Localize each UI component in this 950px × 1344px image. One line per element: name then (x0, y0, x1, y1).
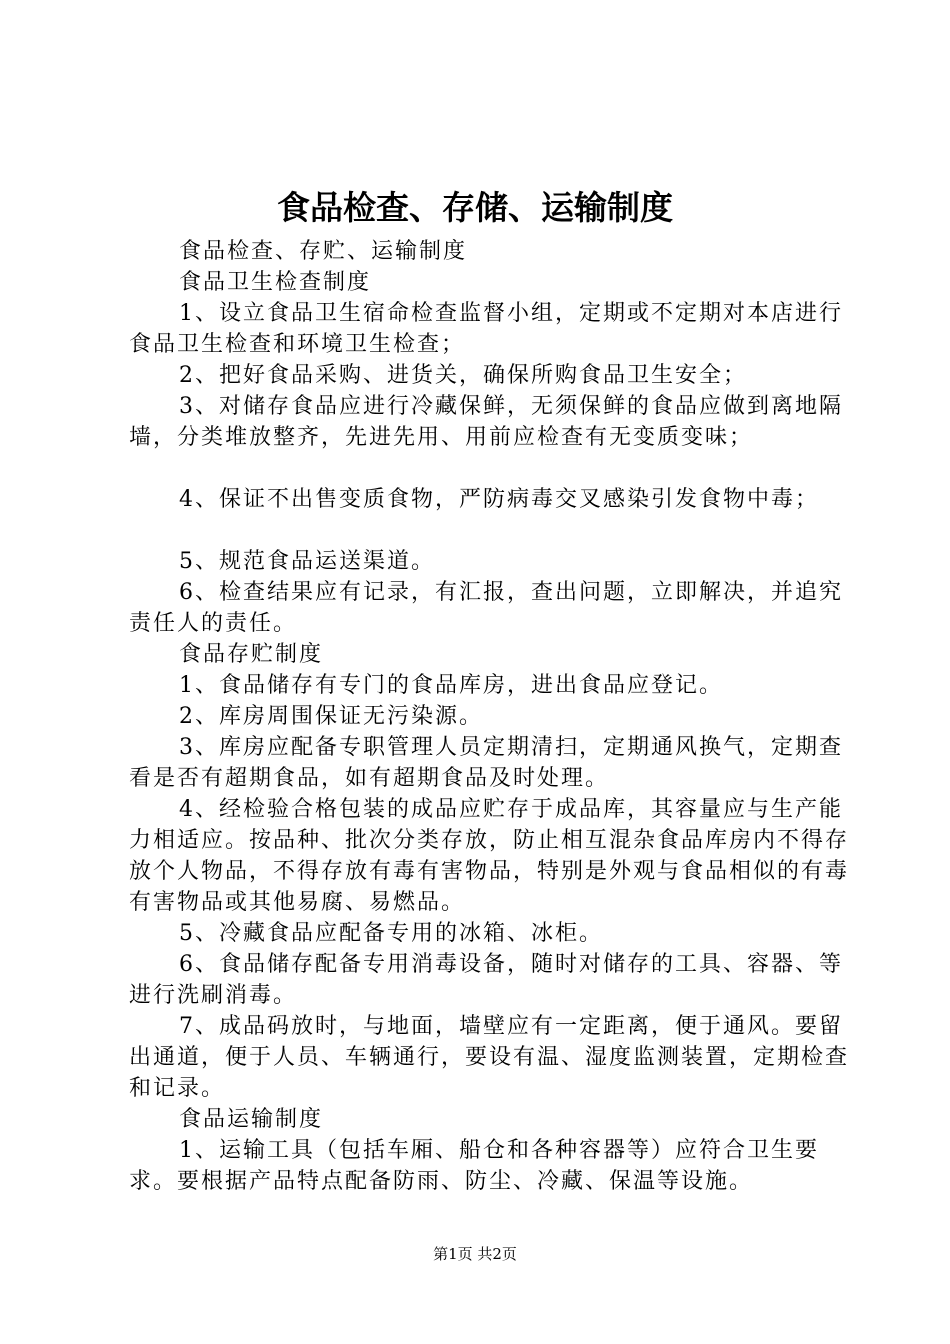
section-heading: 食品卫生检查制度 (179, 270, 372, 295)
paragraph: 1、运输工具（包括车厢、船仓和各种容器等）应符合卫生要求。要根据产品特点配备防雨、防尘、冷藏、保温等设施。 (129, 1138, 819, 1194)
paragraph: 6、食品储存配备专用消毒设备，随时对储存的工具、容器、等进行洗刷消毒。 (129, 952, 843, 1008)
paragraph: 5、冷藏食品应配备专用的冰箱、冰柜。 (179, 921, 603, 946)
paragraph: 3、对储存食品应进行冷藏保鲜，无须保鲜的食品应做到离地隔墙，分类堆放整齐，先进先用、用前应检查有无变质变味； (129, 394, 843, 450)
paragraph: 4、经检验合格包装的成品应贮存于成品库，其容量应与生产能力相适应。按品种、批次分类存放，防止相互混杂食品库房内不得存放个人物品，不得存放有毒有害物品，特别是外观与食品相似的有毒有害物品或其他易腐、易燃品。 (129, 797, 850, 915)
paragraph: 2、库房周围保证无污染源。 (179, 704, 483, 729)
section-heading: 食品运输制度 (179, 1107, 324, 1132)
document-body (129, 236, 849, 1197)
spacer (129, 515, 849, 546)
paragraph: 3、库房应配备专职管理人员定期清扫，定期通风换气，定期查看是否有超期食品，如有超期食品及时处理。 (129, 735, 843, 791)
paragraph: 6、检查结果应有记录，有汇报，查出问题，立即解决，并追究责任人的责任。 (129, 580, 843, 636)
document-title: 食品检查、存储、运输制度 (277, 188, 673, 227)
section-heading: 食品存贮制度 (179, 642, 324, 667)
spacer (129, 453, 849, 484)
paragraph: 5、规范食品运送渠道。 (179, 549, 435, 574)
paragraph: 食品检查、存贮、运输制度 (179, 239, 468, 264)
paragraph: 1、设立食品卫生宿命检查监督小组，定期或不定期对本店进行食品卫生检查和环境卫生检查； (129, 301, 843, 357)
paragraph: 2、把好食品采购、进货关，确保所购食品卫生安全； (179, 363, 747, 388)
paragraph: 1、食品储存有专门的食品库房，进出食品应登记。 (179, 673, 723, 698)
paragraph: 7、成品码放时，与地面，墙壁应有一定距离，便于通风。要留出通道，便于人员、车辆通行，要设有温、湿度监测装置，定期检查和记录。 (129, 1014, 850, 1101)
page-footer: 第1页 共2页 (433, 1245, 517, 1263)
paragraph: 4、保证不出售变质食物，严防病毒交叉感染引发食物中毒； (179, 487, 819, 512)
